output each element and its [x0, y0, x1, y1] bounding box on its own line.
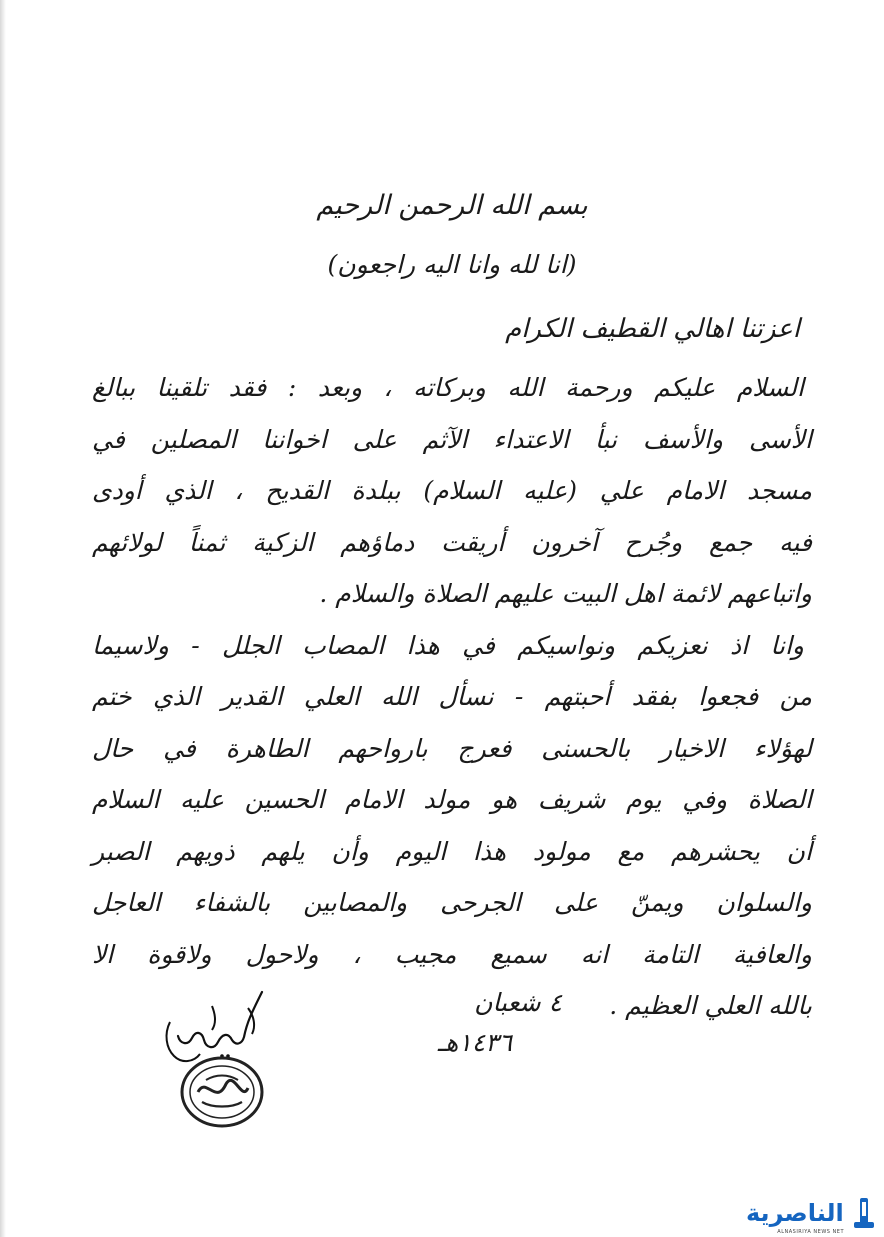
letter-line: من فجعوا بفقد أحبتهم - نسأل الله العلي القدير الذي ختم: [92, 682, 812, 711]
letter-line: فيه جمع وجُرح آخرون أريقت دماؤهم الزكية ثمناً لولائهم: [92, 527, 812, 557]
quran-quote: (انا لله وانا اليه راجعون): [327, 250, 577, 279]
signature-block: [92, 982, 812, 1122]
letter-line: والعافية التامة انه سميع مجيب ، ولاحول ولاقوة الا: [92, 939, 812, 969]
alnasiriya-watermark: [746, 1193, 878, 1233]
letter-line: وانا اذ نعزيكم ونواسيكم في هذا المصاب الجلل - ولاسيما: [92, 630, 804, 660]
basmala: بسم الله الرحمن الرحيم: [316, 190, 588, 221]
date-year: ١٤٣٦هـ: [437, 1028, 512, 1057]
letter-line: واتباعهم لائمة اهل البيت عليهم الصلاة والسلام .: [319, 579, 812, 608]
salutation: اعزتنا اهالي القطيف الكرام: [505, 314, 800, 344]
lamp-logo-icon: [850, 1196, 878, 1230]
letter-line: السلام عليكم ورحمة الله وبركاته ، وبعد : فقد تلقينا ببالغ: [92, 373, 804, 402]
letter-line: والسلوان ويمنّ على الجرحى والمصابين بالشفاء العاجل: [92, 888, 812, 917]
watermark-subtitle: ALNASIRIYA NEWS NET: [777, 1229, 844, 1235]
seal-stamp: [176, 1046, 268, 1138]
date-day: ٤ شعبان: [474, 988, 562, 1017]
letter-line: لهؤلاء الاخيار بالحسنى فعرج بارواحهم الطاهرة في حال: [92, 733, 812, 763]
letter-line: الصلاة وفي يوم شريف هو مولد الامام الحسين عليه السلام: [92, 785, 812, 814]
letter-body: [92, 362, 812, 1032]
letter-line: مسجد الامام علي (عليه السلام) ببلدة القديح ، الذي أودى: [92, 476, 812, 505]
letter-line: أن يحشرهم مع مولود هذا اليوم وأن يلهم ذويهم الصبر: [92, 836, 812, 866]
letter-line: الأسى والأسف نبأ الاعتداء الآثم على اخواننا المصلين في: [92, 424, 812, 454]
scan-page-edge: [0, 0, 6, 1237]
watermark-text: الناصرية: [746, 1199, 844, 1227]
letter-line: بالله العلي العظيم .: [609, 991, 812, 1020]
